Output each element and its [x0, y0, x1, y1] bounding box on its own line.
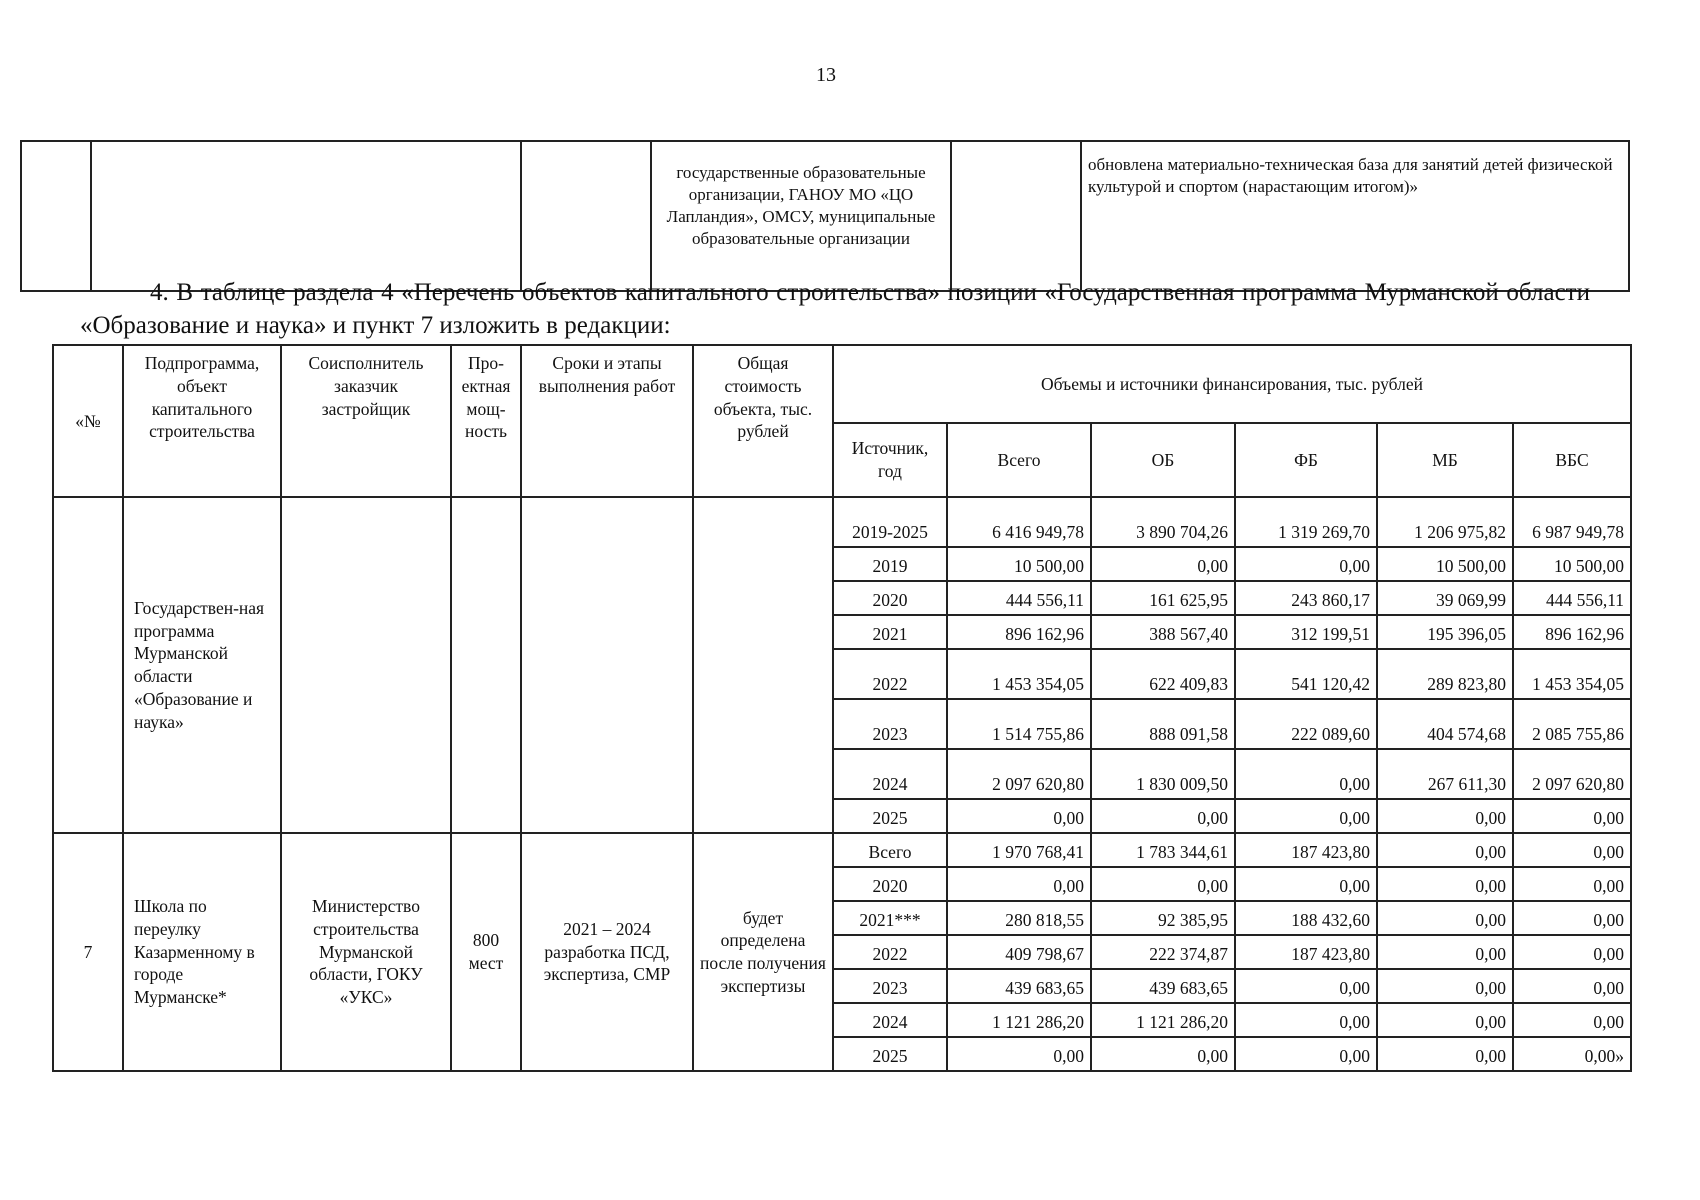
cell-ob: 0,00: [1091, 1037, 1235, 1071]
cell-total: 1 453 354,05: [947, 649, 1091, 699]
item-cost: будет определена после получения экспертизы: [693, 833, 833, 1071]
cell-mb: 39 069,99: [1377, 581, 1513, 615]
cell-fb: 0,00: [1235, 799, 1377, 833]
cell-vbs: 0,00: [1513, 799, 1631, 833]
cell-vbs: 0,00: [1513, 901, 1631, 935]
cell-fb: 187 423,80: [1235, 833, 1377, 867]
cell-fb: 312 199,51: [1235, 615, 1377, 649]
cell-mb: 10 500,00: [1377, 547, 1513, 581]
cell-ob: 1 783 344,61: [1091, 833, 1235, 867]
header-fb: ФБ: [1235, 423, 1377, 497]
cell-total: 896 162,96: [947, 615, 1091, 649]
cell-total: 280 818,55: [947, 901, 1091, 935]
cell-vbs: 0,00: [1513, 969, 1631, 1003]
cell-mb: 0,00: [1377, 799, 1513, 833]
cell-fb: 0,00: [1235, 1003, 1377, 1037]
header-total: Всего: [947, 423, 1091, 497]
cell-empty: [281, 497, 451, 833]
cell-year: 2024: [833, 1003, 947, 1037]
cell-total: 0,00: [947, 1037, 1091, 1071]
header-subprogram: Подпрограмма, объект капитального строительства: [123, 345, 281, 497]
continuation-cell-empty: [21, 141, 91, 291]
cell-mb: 1 206 975,82: [1377, 497, 1513, 547]
cell-vbs: 444 556,11: [1513, 581, 1631, 615]
cell-ob: 161 625,95: [1091, 581, 1235, 615]
cell-ob: 3 890 704,26: [1091, 497, 1235, 547]
cell-vbs: 0,00: [1513, 935, 1631, 969]
cell-fb: 222 089,60: [1235, 699, 1377, 749]
cell-total: 1 514 755,86: [947, 699, 1091, 749]
cell-year: 2024: [833, 749, 947, 799]
table-row: [53, 497, 1631, 547]
cell-year: Всего: [833, 833, 947, 867]
cell-fb: 188 432,60: [1235, 901, 1377, 935]
cell-fb: 0,00: [1235, 1037, 1377, 1071]
cell-total: 1 121 286,20: [947, 1003, 1091, 1037]
header-capacity: Про-ектная мощ-ность: [451, 345, 521, 497]
cell-mb: 0,00: [1377, 969, 1513, 1003]
header-number: «№: [53, 345, 123, 497]
capital-construction-table: [52, 344, 1632, 1072]
cell-empty: [451, 497, 521, 833]
cell-ob: 439 683,65: [1091, 969, 1235, 1003]
cell-ob: 92 385,95: [1091, 901, 1235, 935]
cell-mb: 0,00: [1377, 1003, 1513, 1037]
cell-total: 0,00: [947, 867, 1091, 901]
header-executor: Соисполнитель заказчик застройщик: [281, 345, 451, 497]
cell-ob: 0,00: [1091, 867, 1235, 901]
cell-year: 2020: [833, 867, 947, 901]
cell-year: 2020: [833, 581, 947, 615]
cell-vbs: 6 987 949,78: [1513, 497, 1631, 547]
cell-total: 0,00: [947, 799, 1091, 833]
header-cost: Общая стоимость объекта, тыс. рублей: [693, 345, 833, 497]
item-executor: Министерство строительства Мурманской области, ГОКУ «УКС»: [281, 833, 451, 1071]
continuation-table: [20, 140, 1630, 292]
cell-fb: 0,00: [1235, 969, 1377, 1003]
cell-total: 439 683,65: [947, 969, 1091, 1003]
cell-ob: 0,00: [1091, 547, 1235, 581]
cell-year: 2022: [833, 649, 947, 699]
program-name: Государствен-ная программа Мурманской области «Образование и наука»: [123, 497, 281, 833]
cell-fb: 0,00: [1235, 749, 1377, 799]
cell-ob: 0,00: [1091, 799, 1235, 833]
continuation-executors: государственные образовательные организации, ГАНОУ МО «ЦО Лапландия», ОМСУ, муниципальные образовательные организации: [651, 141, 951, 291]
header-ob: ОБ: [1091, 423, 1235, 497]
cell-vbs: 896 162,96: [1513, 615, 1631, 649]
cell-total: 2 097 620,80: [947, 749, 1091, 799]
cell-mb: 404 574,68: [1377, 699, 1513, 749]
cell-year: 2021: [833, 615, 947, 649]
cell-vbs: 10 500,00: [1513, 547, 1631, 581]
cell-total: 10 500,00: [947, 547, 1091, 581]
cell-fb: 541 120,42: [1235, 649, 1377, 699]
cell-mb: 0,00: [1377, 867, 1513, 901]
continuation-cell-empty: [521, 141, 651, 291]
header-mb: МБ: [1377, 423, 1513, 497]
page-number: 13: [816, 64, 836, 86]
cell-ob: 888 091,58: [1091, 699, 1235, 749]
cell-total: 444 556,11: [947, 581, 1091, 615]
header-terms: Сроки и этапы выполнения работ: [521, 345, 693, 497]
cell-vbs: 0,00»: [1513, 1037, 1631, 1071]
header-vbs: ВБС: [1513, 423, 1631, 497]
cell-vbs: 2 085 755,86: [1513, 699, 1631, 749]
cell-year: 2022: [833, 935, 947, 969]
cell-year: 2025: [833, 1037, 947, 1071]
item-terms: 2021 – 2024 разработка ПСД, экспертиза, СМР: [521, 833, 693, 1071]
amendment-paragraph: 4. В таблице раздела 4 «Перечень объектов капитального строительства» позиции «Государственная программа Мурманской области «Образование и наука» и пункт 7 изложить в редакции:: [80, 279, 1590, 340]
cell-mb: 0,00: [1377, 935, 1513, 969]
cell-year: 2023: [833, 969, 947, 1003]
item-number: 7: [53, 833, 123, 1071]
cell-total: 6 416 949,78: [947, 497, 1091, 547]
cell-empty: [693, 497, 833, 833]
cell-vbs: 2 097 620,80: [1513, 749, 1631, 799]
cell-mb: 267 611,30: [1377, 749, 1513, 799]
cell-fb: 187 423,80: [1235, 935, 1377, 969]
cell-ob: 622 409,83: [1091, 649, 1235, 699]
table-row: [53, 833, 1631, 867]
cell-vbs: 0,00: [1513, 867, 1631, 901]
cell-empty: [521, 497, 693, 833]
cell-number: [53, 497, 123, 833]
cell-ob: 388 567,40: [1091, 615, 1235, 649]
cell-year: 2019-2025: [833, 497, 947, 547]
cell-mb: 0,00: [1377, 833, 1513, 867]
cell-fb: 1 319 269,70: [1235, 497, 1377, 547]
cell-mb: 289 823,80: [1377, 649, 1513, 699]
item-capacity: 800 мест: [451, 833, 521, 1071]
continuation-outcome: обновлена материально-техническая база для занятий детей физической культурой и спортом (нарастающим итогом)»: [1081, 141, 1629, 291]
continuation-cell-empty: [951, 141, 1081, 291]
cell-vbs: 0,00: [1513, 833, 1631, 867]
item-name: Школа по переулку Казарменному в городе Мурманске*: [123, 833, 281, 1071]
cell-year: 2025: [833, 799, 947, 833]
continuation-cell-empty: [91, 141, 521, 291]
cell-fb: 0,00: [1235, 547, 1377, 581]
cell-year: 2023: [833, 699, 947, 749]
cell-mb: 0,00: [1377, 1037, 1513, 1071]
header-source-year: Источник, год: [833, 423, 947, 497]
cell-vbs: 0,00: [1513, 1003, 1631, 1037]
cell-fb: 0,00: [1235, 867, 1377, 901]
header-financing: Объемы и источники финансирования, тыс. рублей: [833, 345, 1631, 423]
cell-mb: 0,00: [1377, 901, 1513, 935]
cell-year: 2019: [833, 547, 947, 581]
cell-ob: 1 830 009,50: [1091, 749, 1235, 799]
cell-total: 409 798,67: [947, 935, 1091, 969]
cell-vbs: 1 453 354,05: [1513, 649, 1631, 699]
cell-year: 2021***: [833, 901, 947, 935]
cell-total: 1 970 768,41: [947, 833, 1091, 867]
cell-mb: 195 396,05: [1377, 615, 1513, 649]
cell-fb: 243 860,17: [1235, 581, 1377, 615]
cell-ob: 222 374,87: [1091, 935, 1235, 969]
cell-ob: 1 121 286,20: [1091, 1003, 1235, 1037]
